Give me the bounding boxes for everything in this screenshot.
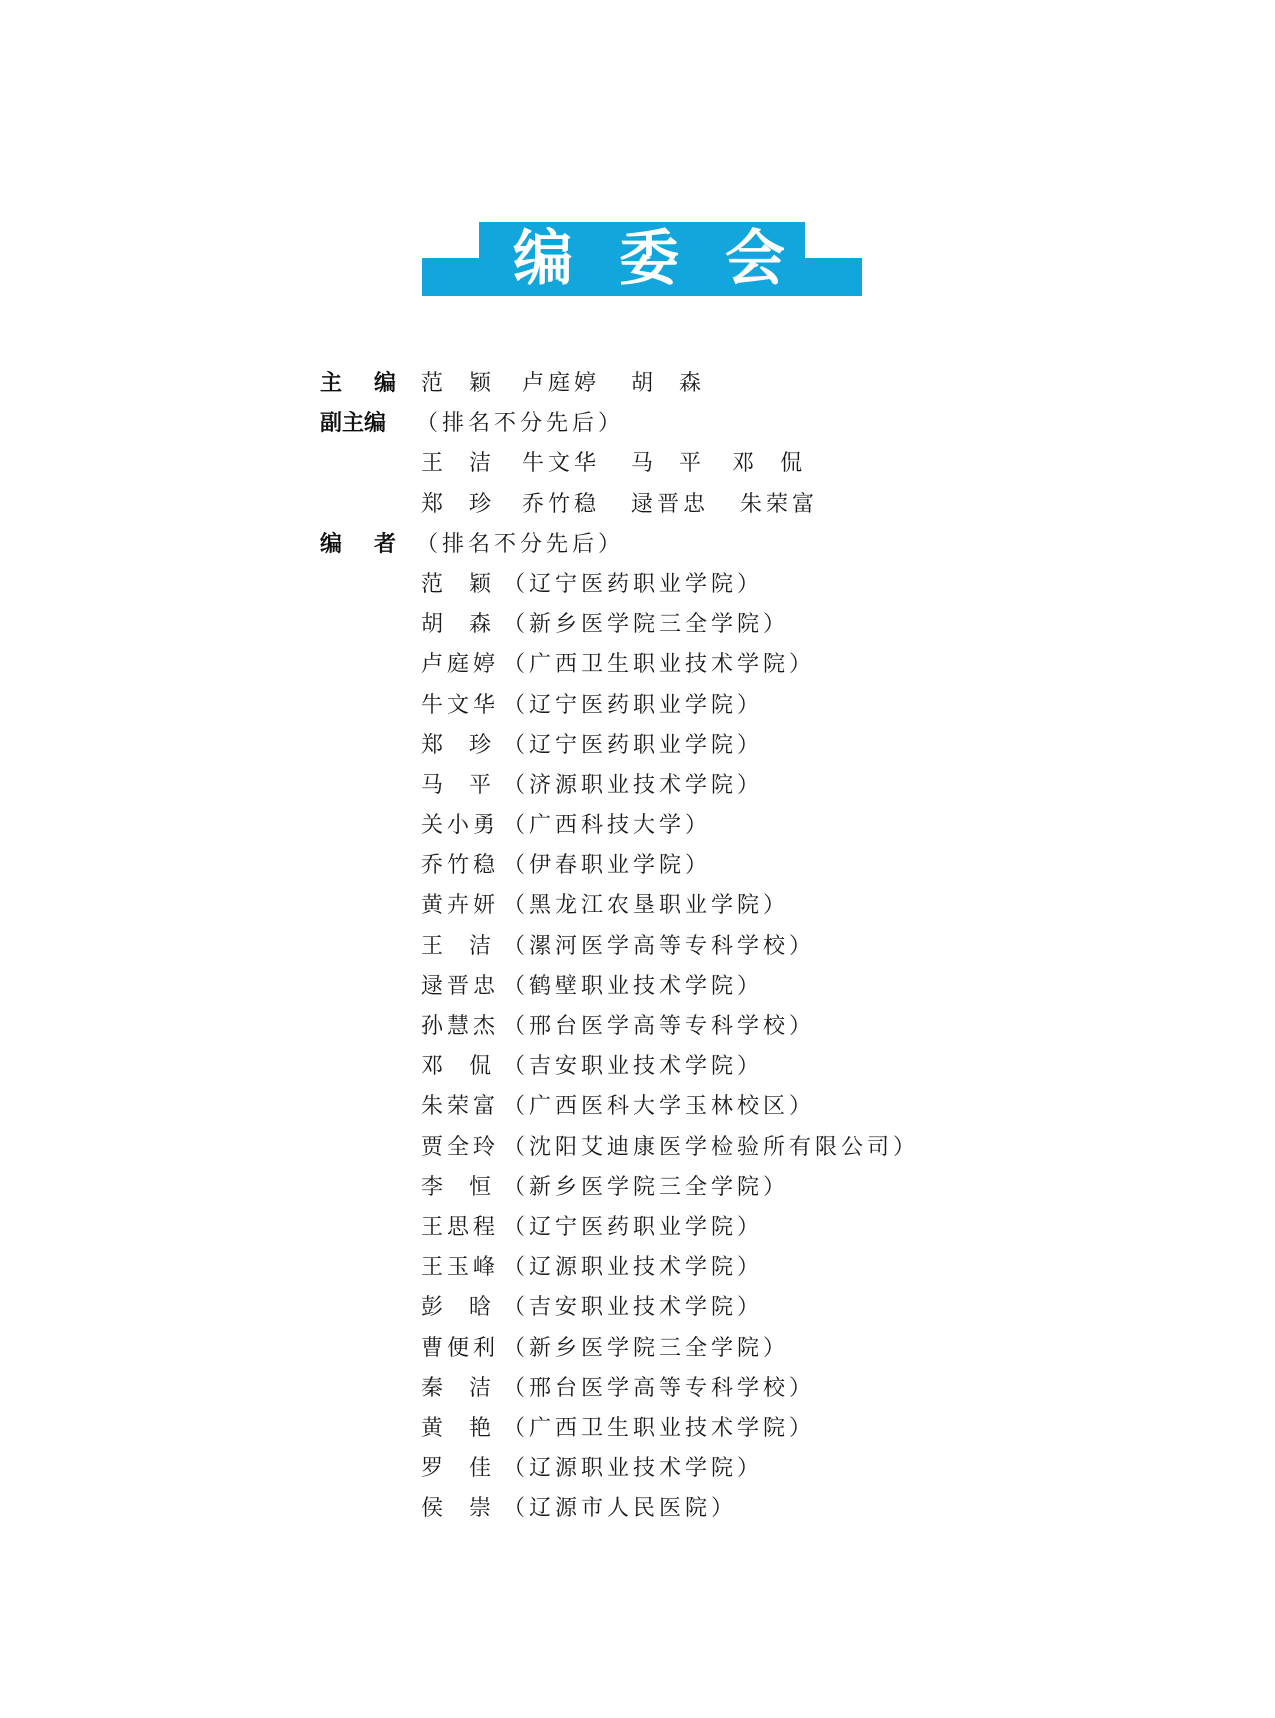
editor-name: 侯 崇: [421, 1496, 491, 1522]
editor-organization: （吉安职业技术学院）: [503, 1054, 764, 1080]
editor-name: 胡 森: [421, 612, 491, 638]
editor-organization: （邢台医学高等专科学校）: [503, 1014, 816, 1039]
title-char: 会: [725, 224, 785, 294]
editor-entry: [320, 886, 1220, 926]
person-name: 乔竹稳: [522, 491, 601, 517]
person-name: 郑 珍: [421, 491, 491, 517]
person-name: 马 平: [631, 451, 702, 477]
chief-editor-label: [320, 364, 396, 404]
editor-name: 牛文华: [421, 692, 500, 718]
chief-editor-label-char: 主: [320, 371, 343, 396]
editor-name: 秦 洁: [421, 1375, 491, 1401]
editor-name: 卢庭婷: [421, 652, 500, 678]
editor-organization: （辽源市人民医院）: [503, 1496, 738, 1522]
person-name: 朱荣富: [740, 491, 819, 517]
editor-name: 郑 珍: [421, 732, 491, 758]
deputy-editor-label: 副主编: [320, 411, 387, 437]
editor-entry: [320, 846, 1220, 886]
person-name: 邓 侃: [732, 451, 803, 477]
chief-editor-names: [421, 364, 732, 404]
deputy-editor-names-row: [320, 485, 1220, 525]
editor-entry: [320, 806, 1220, 846]
committee-list: [320, 364, 1220, 1529]
editor-name: 彭 晗: [421, 1295, 491, 1321]
editor-name: 黄卉妍: [421, 893, 500, 919]
editor-entry: [320, 565, 1220, 605]
editor-entry: [320, 645, 1220, 685]
deputy-editor-names-line2: [421, 485, 849, 525]
editor-organization: （辽源职业技术学院）: [503, 1255, 764, 1281]
editor-entry: [320, 605, 1220, 645]
editor-organization: （广西医科大学玉林校区）: [503, 1094, 816, 1120]
editor-entry: [320, 1047, 1220, 1087]
page-title: [479, 222, 805, 296]
editor-entry: [320, 1449, 1220, 1489]
editor-organization: （广西卫生职业技术学院）: [503, 1415, 816, 1441]
editor-entry: [320, 726, 1220, 766]
editor-name: 王思程: [421, 1214, 500, 1240]
editors-note: （排名不分先后）: [416, 531, 625, 557]
person-name: 卢庭婷: [522, 371, 601, 396]
editors-label-char: 编: [320, 531, 343, 557]
editor-name: 王 洁: [421, 933, 491, 959]
editor-name: 范 颖: [421, 571, 491, 597]
editor-organization: （广西卫生职业技术学院）: [503, 652, 816, 678]
editor-organization: （鹤壁职业技术学院）: [503, 973, 764, 999]
person-name: 王 洁: [421, 451, 491, 477]
editor-name: 逯晋忠: [421, 973, 500, 999]
editor-entry: [320, 1489, 1220, 1529]
person-name: 逯晋忠: [631, 491, 710, 517]
editor-name: 贾全玲: [421, 1134, 500, 1160]
editor-organization: （新乡医学院三全学院）: [503, 612, 790, 638]
deputy-editor-row: [320, 404, 1220, 444]
title-char: 委: [619, 224, 679, 294]
editor-organization: （辽宁医药职业学院）: [503, 692, 764, 718]
editor-organization: （新乡医学院三全学院）: [503, 1335, 790, 1361]
editor-entry: [320, 1128, 1220, 1168]
editor-organization: （黑龙江农垦职业学院）: [503, 893, 790, 919]
deputy-editor-names-row: [320, 444, 1220, 484]
editor-name: 李 恒: [421, 1174, 491, 1200]
editor-name: 王玉峰: [421, 1255, 500, 1281]
editor-name: 黄 艳: [421, 1415, 491, 1441]
deputy-editor-names-line1: [421, 444, 833, 484]
editor-entry: [320, 1329, 1220, 1369]
editor-entry: [320, 1007, 1220, 1047]
editor-organization: （济源职业技术学院）: [503, 772, 764, 798]
editor-entry: [320, 1087, 1220, 1127]
editor-name: 朱荣富: [421, 1094, 500, 1120]
editor-entry: [320, 927, 1220, 967]
editor-organization: （伊春职业学院）: [503, 853, 712, 879]
chief-editor-row: [320, 364, 1220, 404]
editor-organization: （吉安职业技术学院）: [503, 1295, 764, 1321]
editors-label-char: 者: [373, 531, 396, 557]
editor-organization: （广西科技大学）: [503, 813, 712, 839]
editor-name: 马 平: [421, 772, 491, 798]
editor-organization: （邢台医学高等专科学校）: [503, 1375, 816, 1401]
editors-label: [320, 525, 396, 565]
deputy-editor-note: （排名不分先后）: [416, 411, 625, 437]
editor-entry: [320, 1288, 1220, 1328]
editors-row: [320, 525, 1220, 565]
editor-name: 孙慧杰: [421, 1014, 500, 1039]
person-name: 范 颖: [421, 371, 491, 396]
editor-name: 曹便利: [421, 1335, 500, 1361]
editor-entry: [320, 1369, 1220, 1409]
editor-organization: （辽源职业技术学院）: [503, 1456, 764, 1482]
editor-name: 罗 佳: [421, 1456, 491, 1482]
editor-entries: [320, 565, 1220, 1530]
editor-organization: （漯河医学高等专科学校）: [503, 933, 816, 959]
person-name: 胡 森: [631, 371, 702, 396]
editor-organization: （新乡医学院三全学院）: [503, 1174, 790, 1200]
editor-name: 乔竹稳: [421, 853, 500, 879]
editor-entry: [320, 1208, 1220, 1248]
title-banner: [422, 222, 862, 302]
editor-name: 关小勇: [421, 813, 500, 839]
editor-organization: （沈阳艾迪康医学检验所有限公司）: [503, 1134, 920, 1160]
chief-editor-label-char: 编: [373, 371, 396, 396]
title-char: 编: [513, 224, 573, 294]
editor-organization: （辽宁医药职业学院）: [503, 732, 764, 758]
editor-entry: [320, 967, 1220, 1007]
editor-entry: [320, 1409, 1220, 1449]
person-name: 牛文华: [522, 451, 601, 477]
editor-entry: [320, 1248, 1220, 1288]
editor-entry: [320, 766, 1220, 806]
editor-organization: （辽宁医药职业学院）: [503, 571, 764, 597]
editor-entry: [320, 1168, 1220, 1208]
editor-organization: （辽宁医药职业学院）: [503, 1214, 764, 1240]
editor-entry: [320, 686, 1220, 726]
editor-name: 邓 侃: [421, 1054, 491, 1080]
